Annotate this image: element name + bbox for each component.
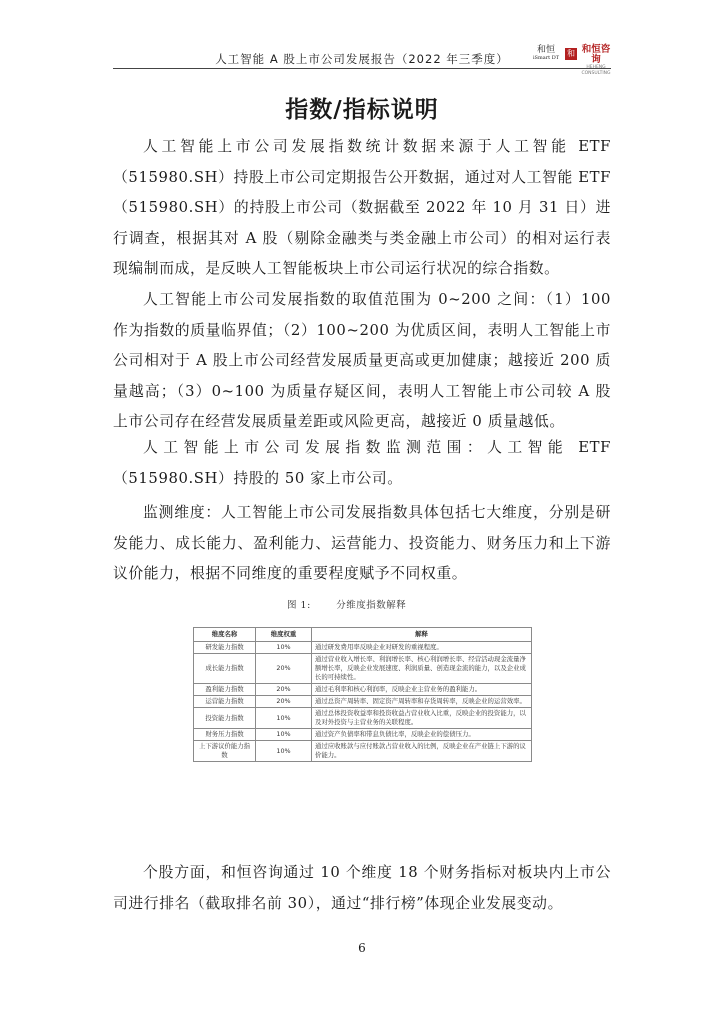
table-row xyxy=(194,741,532,762)
dimension-name: 运营能力指数 xyxy=(194,696,256,708)
table-row xyxy=(194,654,532,684)
dimension-description: 通过资产负债率和带息负债比率，反映企业的偿债压力。 xyxy=(312,729,532,741)
dimension-weight: 10% xyxy=(256,729,312,741)
dimension-weight: 10% xyxy=(256,708,312,729)
dimension-weight: 20% xyxy=(256,654,312,684)
dimension-name: 财务压力指数 xyxy=(194,729,256,741)
consulting-logo-mark-icon: 和 xyxy=(567,49,575,58)
dimension-description: 通过总体投资收益率和投资收益占营业收入比重，反映企业的投资能力，以及对外投资与主营业务的关联程度。 xyxy=(312,708,532,729)
table-row xyxy=(194,684,532,696)
dimension-weight: 20% xyxy=(256,696,312,708)
paragraph-monitoring-dimensions: 监测维度：人工智能上市公司发展指数具体包括七大维度，分别是研发能力、成长能力、盈利能力、运营能力、投资能力、财务压力和上下游议价能力，根据不同维度的重要程度赋予不同权重。 xyxy=(113,504,611,582)
paragraph-value-range: 人工智能上市公司发展指数的取值范围为 0~200 之间：（1）100 作为指数的质量临界值；（2）100~200 为优质区间，表明人工智能上市公司相对于 A 股上市公司经营发展质量更高或更加健康；越接近 200 质量越高；（3）0~100 为质量存疑区间，表明人工智能上市公司较 A 股上市公司存在经营发展质量差距或风险更高，越接近 0 质量越低。 xyxy=(113,291,611,430)
dimension-weight: 20% xyxy=(256,684,312,696)
consulting-logo xyxy=(578,45,614,77)
dimension-weight: 10% xyxy=(256,741,312,762)
page-number: 6 xyxy=(358,941,366,955)
header-dimension-weight: 维度权重 xyxy=(256,628,312,642)
report-header-title: 人工智能 A 股上市公司发展报告（2022 年三季度） xyxy=(215,52,509,66)
dimension-name: 研发能力指数 xyxy=(194,642,256,654)
table-row xyxy=(194,696,532,708)
dimension-weight: 10% xyxy=(256,642,312,654)
dimension-description: 通过研发费用率反映企业对研发的重视程度。 xyxy=(312,642,532,654)
dimension-description: 通过毛利率和核心利润率，反映企业主营业务的盈利能力。 xyxy=(312,684,532,696)
header-dimension-name: 维度名称 xyxy=(194,628,256,642)
dimension-description: 通过应收账款与应付账款占营业收入的比例，反映企业在产业链上下游的议价能力。 xyxy=(312,741,532,762)
paragraph-monitoring-scope: 人工智能上市公司发展指数监测范围：人工智能 ETF（515980.SH）持股的 50 家上市公司。 xyxy=(113,439,611,487)
page-title: 指数/指标说明 xyxy=(285,97,439,123)
dimension-table xyxy=(193,627,532,762)
dimension-name: 盈利能力指数 xyxy=(194,684,256,696)
heheng-logo-subtext: iSmart DT xyxy=(532,55,560,61)
dimension-description: 通过营业收入增长率、利润增长率、核心利润增长率、经营活动现金流量净额增长率，反映企业发展速度、利润质量、创造现金流的能力，以及企业成长的可持续性。 xyxy=(312,654,532,684)
table-row xyxy=(194,708,532,729)
consulting-logo-text: 和恒咨询 xyxy=(581,44,611,65)
dimension-description: 通过总资产周转率、固定资产周转率和存货周转率，反映企业的运营效率。 xyxy=(312,696,532,708)
paragraph-stock-ranking: 个股方面，和恒咨询通过 10 个维度 18 个财务指标对板块内上市公司进行排名（截取排名前 30），通过“排行榜”体现企业发展变动。 xyxy=(113,864,611,912)
table-row xyxy=(194,642,532,654)
dimension-name: 投资能力指数 xyxy=(194,708,256,729)
dimension-name: 成长能力指数 xyxy=(194,654,256,684)
figure-caption-text: 分维度指数解释 xyxy=(336,600,407,611)
consulting-logo-subtext: CONSULTING xyxy=(581,71,611,76)
figure-label: 图 1: xyxy=(287,600,311,611)
table-header-row xyxy=(194,628,532,642)
header-rule xyxy=(113,68,611,69)
dimension-name: 上下游议价能力指数 xyxy=(194,741,256,762)
table-row xyxy=(194,729,532,741)
heheng-logo xyxy=(530,45,562,61)
paragraph-data-source: 人工智能上市公司发展指数统计数据来源于人工智能 ETF（515980.SH）持股上市公司定期报告公开数据，通过对人工智能 ETF（515980.SH）的持股上市公司（数据截至 2022 年 10 月 31 日）进行调查，根据其对 A 股（剔除金融类与类金融上市公司）的相对运行表现编制而成，是反映人工智能板块上市公司运行状况的综合指数。 xyxy=(113,138,611,277)
heheng-logo-text: 和恒 xyxy=(536,45,555,55)
header-explanation: 解释 xyxy=(312,628,532,642)
figure-caption xyxy=(287,597,437,611)
